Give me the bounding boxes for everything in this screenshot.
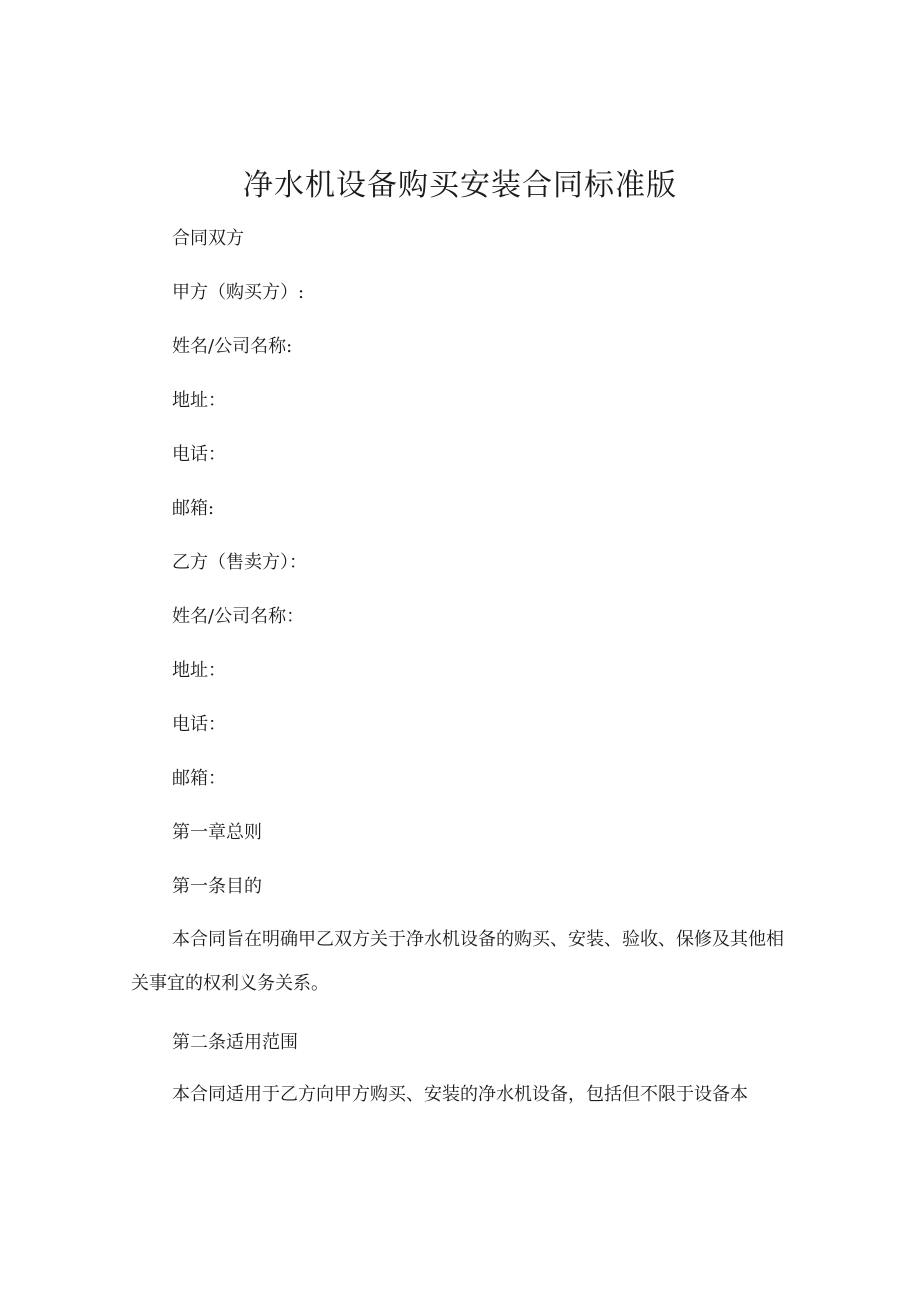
party-b-address-label: 地址： <box>172 660 226 681</box>
party-a-heading: 甲方（购买方）: <box>172 282 305 303</box>
party-a-email-label: 邮箱: <box>172 498 215 519</box>
document-title: 净水机设备购买安装合同标准版 <box>243 168 677 203</box>
party-b-heading: 乙方（售卖方）： <box>172 552 307 573</box>
article-1-heading: 第一条目的 <box>172 876 262 897</box>
article-1-body: 本合同旨在明确甲乙双方关于净水机设备的购买、安装、验收、保修及其他相关事宜的权利义务关系。 <box>131 929 784 994</box>
article-2-heading: 第二条适用范围 <box>172 1032 298 1053</box>
parties-heading: 合同双方 <box>172 228 244 249</box>
article-2-body: 本合同适用于乙方向甲方购买、安装的净水机设备，包括但不限于设备本 <box>172 1084 748 1105</box>
party-a-phone-label: 电话： <box>172 444 226 465</box>
party-b-phone-label: 电话： <box>172 714 226 735</box>
chapter-heading: 第一章总则 <box>172 822 262 843</box>
party-b-email-label: 邮箱： <box>172 768 226 789</box>
party-b-name-label: 姓名/公司名称： <box>172 606 305 627</box>
party-a-address-label: 地址： <box>172 390 226 411</box>
party-a-name-label: 姓名/公司名称: <box>172 336 293 357</box>
